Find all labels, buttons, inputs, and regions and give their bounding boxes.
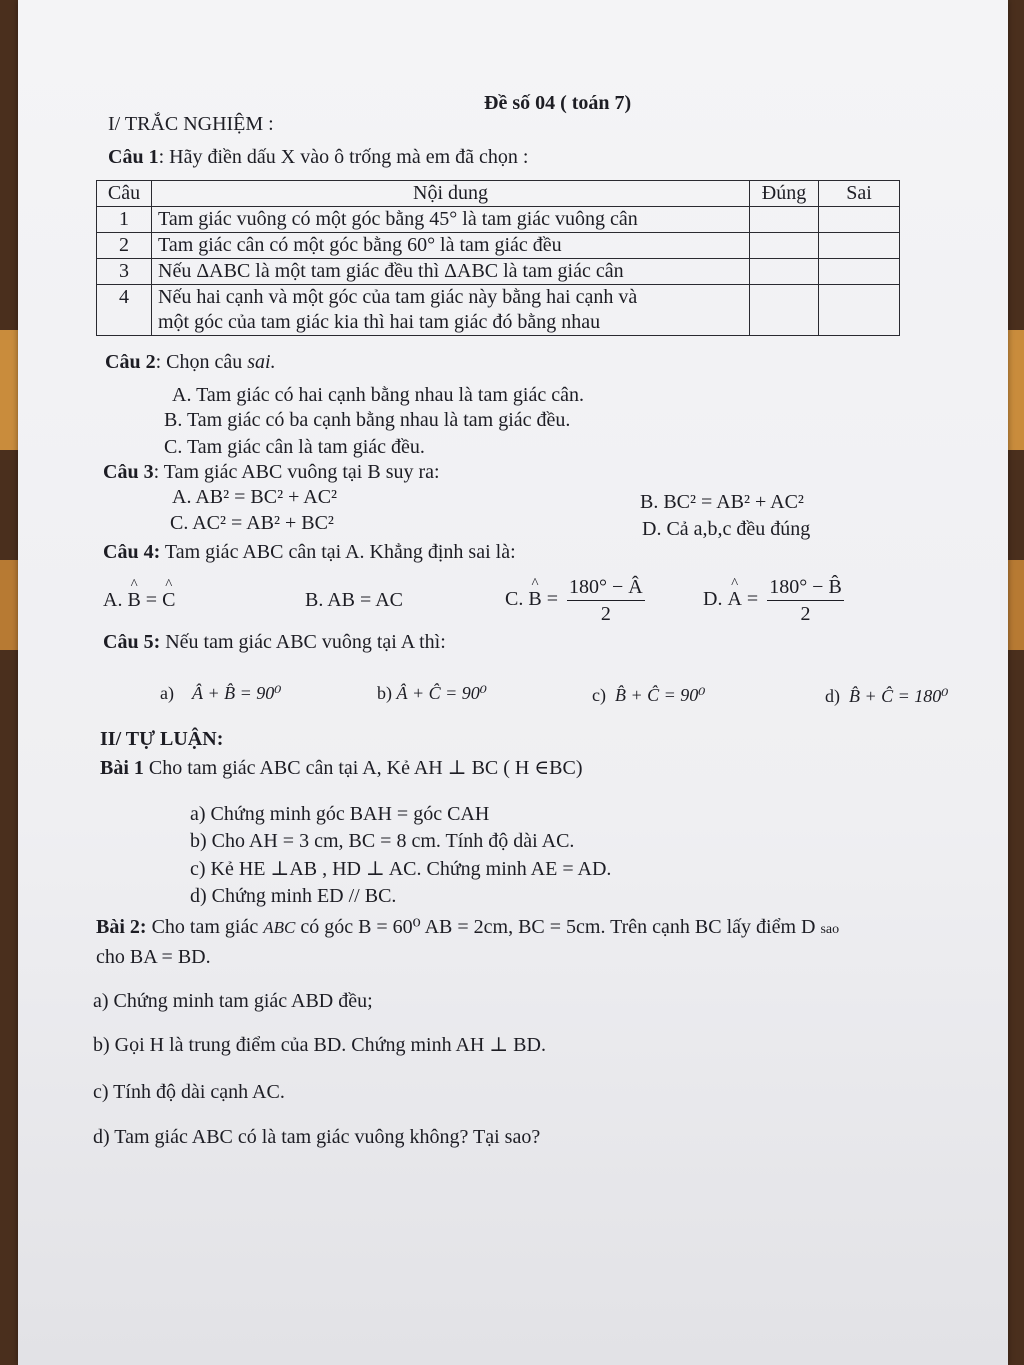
exercise-item: b) Gọi H là trung điểm của BD. Chứng minh AH ⊥ BD. xyxy=(93,1034,546,1056)
true-checkbox-cell[interactable] xyxy=(750,285,819,336)
question-prompt: : Tam giác ABC vuông tại B suy ra: xyxy=(153,461,440,483)
question-label: Câu 2 xyxy=(105,351,156,373)
option-c: C. AC² = AB² + BC² xyxy=(170,512,334,534)
denominator: 2 xyxy=(800,603,811,625)
row-content xyxy=(152,285,750,336)
option-key: a) xyxy=(160,683,174,703)
fraction xyxy=(567,576,645,625)
table-row xyxy=(97,259,900,285)
denominator: 2 xyxy=(600,603,611,625)
true-checkbox-cell[interactable] xyxy=(750,233,819,259)
exercise-prompt-italic: ABC xyxy=(263,918,296,937)
option: A. Tam giác có hai cạnh bằng nhau là tam giác cân. xyxy=(172,384,584,406)
question-2 xyxy=(105,350,276,374)
row-content: Tam giác cân có một góc bằng 60° là tam giác đều xyxy=(152,233,750,259)
question-prompt: Nếu tam giác ABC vuông tại A thì: xyxy=(165,631,446,653)
false-checkbox-cell[interactable] xyxy=(819,207,900,233)
question-label: Câu 4: xyxy=(103,541,161,563)
question-prompt: Tam giác ABC cân tại A. Khẳng định sai là: xyxy=(164,541,516,563)
column-header: Câu xyxy=(97,181,152,207)
angle-symbol: ^ A xyxy=(727,588,741,610)
row-number: 4 xyxy=(97,285,152,336)
exercise-prompt: Cho tam giác ABC cân tại A, Kẻ AH ⊥ BC ( H ∈BC) xyxy=(148,757,583,779)
section-heading: I/ TRẮC NGHIỆM : xyxy=(108,113,274,135)
exercise-2 xyxy=(96,915,839,942)
question-label: Câu 1 xyxy=(108,146,159,168)
angle-symbol: ^ B xyxy=(127,588,140,612)
table-header-row xyxy=(97,181,900,207)
option-key: b) xyxy=(377,683,392,703)
question-prompt: : Chọn câu xyxy=(155,351,243,373)
question-label: Câu 3 xyxy=(103,461,154,483)
column-header: Nội dung xyxy=(152,181,750,207)
table-row xyxy=(97,285,900,336)
fraction xyxy=(767,576,844,625)
exercise-item: c) Kẻ HE ⊥AB , HD ⊥ AC. Chứng minh AE = AD. xyxy=(190,858,612,880)
column-header: Đúng xyxy=(750,181,819,207)
exercise-1 xyxy=(100,756,583,780)
question-1 xyxy=(108,145,528,169)
false-checkbox-cell[interactable] xyxy=(819,233,900,259)
option-key: A. xyxy=(103,589,123,611)
true-checkbox-cell[interactable] xyxy=(750,259,819,285)
option: B. Tam giác có ba cạnh bằng nhau là tam giác đều. xyxy=(164,409,571,431)
question-5 xyxy=(103,630,446,654)
option-d: D. ^ A = $\frac{180^\circ - B̂}{2}$ xyxy=(703,576,844,625)
option-c: C. ^ B = $\frac{180^\circ - Â}{2}$ xyxy=(505,576,645,625)
exercise-item: a) Chứng minh tam giác ABD đều; xyxy=(93,990,373,1012)
exercise-prompt: có góc B = 60⁰ AB = 2cm, BC = 5cm. Trên cạnh BC lấy điểm D xyxy=(300,916,816,938)
option-a xyxy=(160,681,281,705)
numerator: 180° − Â xyxy=(567,576,645,601)
page-title: Đề số 04 ( toán 7) xyxy=(484,92,632,114)
option-b xyxy=(377,681,487,705)
option-expression: Â + Ĉ = 90⁰ xyxy=(396,683,488,703)
question-prompt: : Hãy điền dấu X vào ô trống mà em đã chọn : xyxy=(158,146,529,168)
row-content-line: một góc của tam giác kia thì hai tam giác đó bằng nhau xyxy=(158,311,601,333)
option-b: B. AB = AC xyxy=(305,589,403,611)
question-label: Câu 5: xyxy=(103,631,161,653)
option-d: D. Cả a,b,c đều đúng xyxy=(642,518,811,540)
exercise-item: c) Tính độ dài cạnh AC. xyxy=(93,1081,285,1103)
exercise-item: d) Tam giác ABC có là tam giác vuông không? Tại sao? xyxy=(93,1126,541,1148)
row-number: 3 xyxy=(97,259,152,285)
exercise-prompt-continued: cho BA = BD. xyxy=(96,946,211,968)
exercise-label: Bài 1 xyxy=(100,757,144,779)
false-checkbox-cell[interactable] xyxy=(819,285,900,336)
option-key: d) xyxy=(825,686,840,706)
option-c xyxy=(592,683,706,707)
exercise-prompt-small: sao xyxy=(820,922,840,937)
true-checkbox-cell[interactable] xyxy=(750,207,819,233)
answer-table xyxy=(96,180,900,336)
table-row xyxy=(97,207,900,233)
angle-symbol: ^ C xyxy=(162,588,175,612)
option-expression: Â + B̂ = 90⁰ xyxy=(191,683,282,703)
row-number: 2 xyxy=(97,233,152,259)
option-key: C. xyxy=(505,588,524,611)
table-row xyxy=(97,233,900,259)
option-expression: B̂ + Ĉ = 180⁰ xyxy=(849,686,949,706)
option-d xyxy=(825,684,949,708)
exercise-item: a) Chứng minh góc BAH = góc CAH xyxy=(190,803,490,825)
exercise-label: Bài 2: xyxy=(96,916,147,938)
option-a: A. AB² = BC² + AC² xyxy=(172,486,338,508)
option-expression: B̂ + Ĉ = 90⁰ xyxy=(614,685,706,705)
row-content: Tam giác vuông có một góc bằng 45° là tam giác vuông cân xyxy=(152,207,750,233)
column-header: Sai xyxy=(819,181,900,207)
option-b: B. BC² = AB² + AC² xyxy=(640,491,804,513)
exercise-prompt: Cho tam giác xyxy=(151,916,259,938)
question-prompt-emphasis: sai. xyxy=(247,351,276,373)
question-3 xyxy=(103,460,440,484)
option-key: D. xyxy=(703,588,723,611)
angle-symbol: ^ B xyxy=(528,588,541,610)
row-number: 1 xyxy=(97,207,152,233)
section-heading: II/ TỰ LUẬN: xyxy=(100,728,224,750)
row-content-line: Nếu hai cạnh và một góc của tam giác này bằng hai cạnh và xyxy=(158,286,638,308)
false-checkbox-cell[interactable] xyxy=(819,259,900,285)
option-key: c) xyxy=(592,685,606,705)
row-content: Nếu ΔABC là một tam giác đều thì ΔABC là tam giác cân xyxy=(152,259,750,285)
exercise-item: d) Chứng minh ED // BC. xyxy=(190,885,397,907)
question-4 xyxy=(103,540,516,564)
exercise-item: b) Cho AH = 3 cm, BC = 8 cm. Tính độ dài AC. xyxy=(190,830,575,852)
option: C. Tam giác cân là tam giác đều. xyxy=(164,436,425,458)
option-a: A. ^ B = ^ C xyxy=(103,588,175,612)
numerator: 180° − B̂ xyxy=(767,576,844,601)
